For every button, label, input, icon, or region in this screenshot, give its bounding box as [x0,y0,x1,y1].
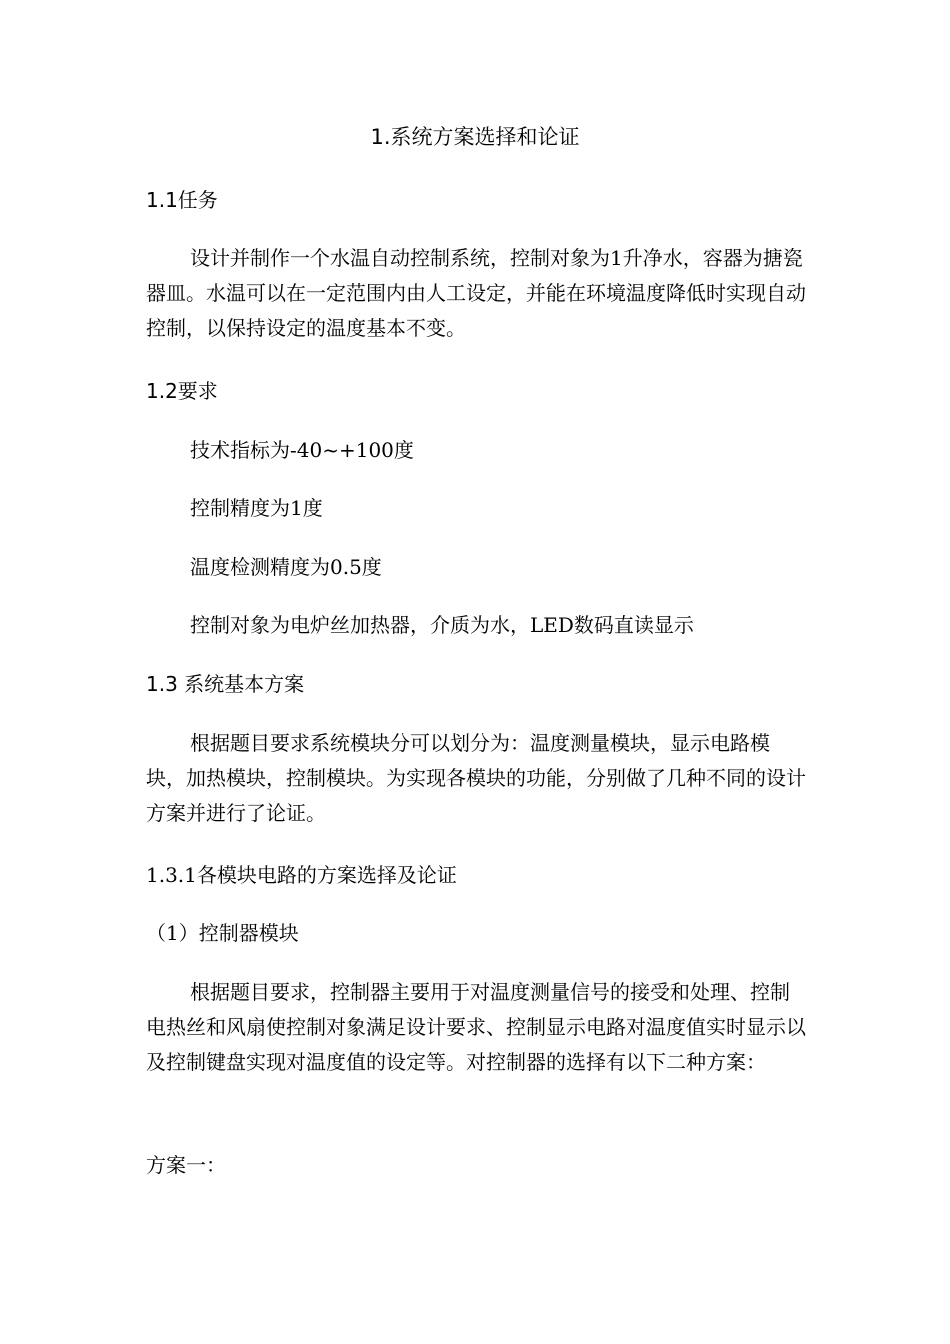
paragraph-basic-scheme: 根据题目要求系统模块分可以划分为：温度测量模块，显示电路模块，加热模块，控制模块。为实现各模块的功能，分别做了几种不同的设计方案并进行了论证。 [146,731,806,825]
subsection-heading-controller: （1）控制器模块 [146,921,299,945]
requirement-item: 控制精度为1度 [190,496,323,520]
requirement-item: 温度检测精度为0.5度 [190,555,382,579]
section-heading-1-2: 1.2要求 [146,379,218,403]
requirement-item: 控制对象为电炉丝加热器，介质为水，LED数码直读显示 [190,613,694,637]
section-heading-1-1: 1.1任务 [146,188,218,212]
section-heading-1-3-1: 1.3.1各模块电路的方案选择及论证 [146,863,457,887]
section-heading-1-3: 1.3 系统基本方案 [146,672,305,696]
page-title: 1.系统方案选择和论证 [370,125,580,149]
requirement-item: 技术指标为-40~+100度 [190,438,414,462]
scheme-label: 方案一： [146,1153,226,1177]
paragraph-controller: 根据题目要求，控制器主要用于对温度测量信号的接受和处理、控制电热丝和风扇使控制对象满足设计要求、控制显示电路对温度值实时显示以及控制键盘实现对温度值的设定等。对控制器的选择有以下二种方案： [146,980,806,1074]
paragraph-task: 设计并制作一个水温自动控制系统，控制对象为1升净水，容器为搪瓷器皿。水温可以在一定范围内由人工设定，并能在环境温度降低时实现自动控制，以保持设定的温度基本不变。 [146,246,806,340]
